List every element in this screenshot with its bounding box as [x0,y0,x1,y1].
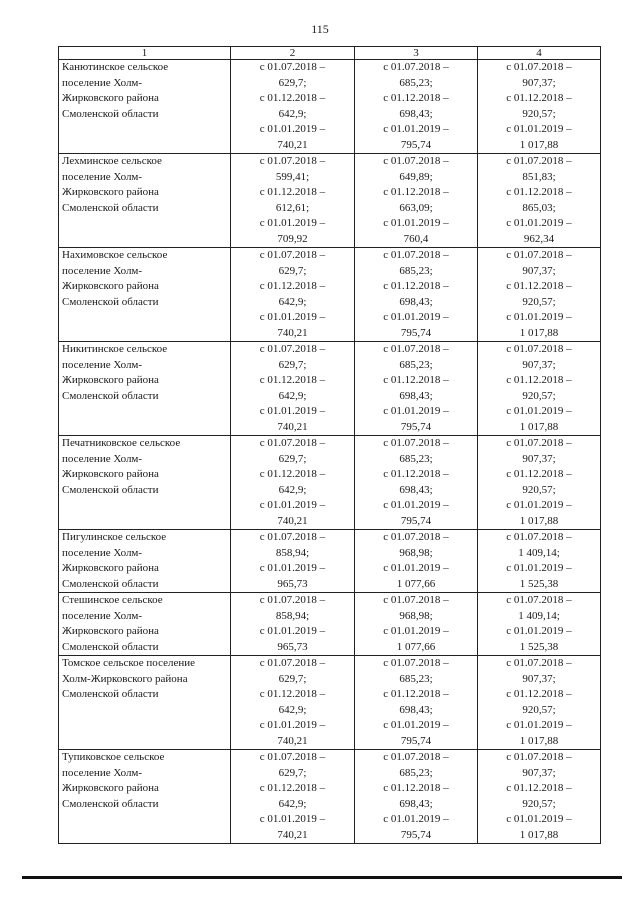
tariff-line: 599,41; [275,170,310,183]
tariff-line: с 01.07.2018 – [383,531,449,543]
tariff-line: 907,37; [522,452,556,465]
tariff-line: с 01.12.2018 – [259,374,326,386]
tariff-line: с 01.07.2018 – [383,155,449,167]
settlement-name-line: Смоленской области [62,577,159,590]
tariff-line: 685,23; [399,452,433,465]
tariff-col3-cell [355,593,478,656]
tariff-line: с 01.12.2018 – [506,468,572,480]
settlement-name-line: Смоленской области [62,295,159,308]
tariff-line: с 01.01.2019 – [259,499,326,511]
settlement-name-line: поселение Холм- [62,358,143,371]
tariff-line: 907,37; [522,766,556,779]
tariff-line: с 01.01.2019 – [506,719,572,731]
tariff-line: с 01.01.2019 – [383,719,449,731]
settlement-name-cell [59,60,231,154]
tariff-line: с 01.07.2018 – [506,61,572,73]
settlement-name-line: Канютинское сельское [62,61,169,73]
tariff-line: с 01.12.2018 – [259,92,326,104]
settlement-name-line: Смоленской области [62,389,159,402]
tariff-line: с 01.01.2019 – [383,562,449,574]
tariff-line: 629,7; [278,264,307,277]
settlement-name-cell [59,248,231,342]
tariff-line: 698,43; [399,483,433,496]
table-header-row [59,47,601,60]
tariff-line: с 01.07.2018 – [259,594,326,606]
tariff-line: с 01.07.2018 – [259,531,326,543]
header-col-2: 2 [231,47,355,60]
tariff-col2-cell [231,436,355,530]
table-row [59,436,601,530]
tariff-line: 740,21 [277,420,308,433]
tariff-line: с 01.01.2019 – [506,217,572,229]
tariff-line: 709,92 [277,232,308,245]
settlement-name-line: поселение Холм- [62,452,143,465]
tariff-line: с 01.12.2018 – [383,468,449,480]
tariff-line: 865,03; [522,201,556,214]
settlement-name-line: Никитинское сельское [62,343,168,355]
tariff-table [58,46,601,844]
tariff-line: с 01.01.2019 – [506,405,572,417]
tariff-line: с 01.01.2019 – [506,562,572,574]
tariff-line: с 01.01.2019 – [383,499,449,511]
settlement-name-line: Жирковского района [62,562,159,574]
settlement-name-line: Томское сельское поселение [62,657,196,669]
settlement-name-cell [59,342,231,436]
tariff-line: с 01.12.2018 – [506,782,572,794]
header-col-3: 3 [355,47,478,60]
tariff-line: 1 077,66 [396,640,436,653]
tariff-line: с 01.01.2019 – [383,625,449,637]
tariff-col3-cell [355,656,478,750]
tariff-line: с 01.07.2018 – [259,657,326,669]
tariff-line: 1 409,14; [518,546,560,559]
tariff-line: 642,9; [278,389,307,402]
tariff-line: с 01.07.2018 – [506,594,572,606]
settlement-name-line: Жирковского района [62,782,159,794]
tariff-line: 968,98; [399,609,433,622]
settlement-name-line: Холм-Жирковского района [62,672,188,685]
page-number: 115 [311,22,329,36]
settlement-name-line: Лехминское сельское [62,155,162,167]
tariff-line: 698,43; [399,295,433,308]
tariff-line: с 01.07.2018 – [259,343,326,355]
tariff-line: 965,73 [277,577,308,590]
tariff-line: с 01.07.2018 – [259,437,326,449]
tariff-line: с 01.01.2019 – [506,123,572,135]
tariff-line: с 01.01.2019 – [259,311,326,323]
tariff-line: 965,73 [277,640,308,653]
tariff-col4-cell [478,530,601,593]
tariff-line: с 01.12.2018 – [506,280,572,292]
tariff-col3-cell [355,436,478,530]
tariff-line: с 01.12.2018 – [259,280,326,292]
tariff-col2-cell [231,656,355,750]
tariff-col4-cell [478,342,601,436]
settlement-name-cell [59,530,231,593]
tariff-line: 920,57; [522,483,556,496]
tariff-line: с 01.12.2018 – [506,688,572,700]
table-row [59,154,601,248]
table-row [59,750,601,844]
tariff-line: с 01.07.2018 – [506,249,572,261]
settlement-name-cell [59,750,231,844]
tariff-line: 1 017,88 [519,138,559,151]
tariff-col2-cell [231,750,355,844]
tariff-line: 920,57; [522,703,556,716]
settlement-name-line: Жирковского района [62,374,159,386]
settlement-name-cell [59,593,231,656]
tariff-line: с 01.01.2019 – [383,123,449,135]
tariff-line: 1 077,66 [396,577,436,590]
tariff-col3-cell [355,750,478,844]
tariff-line: с 01.01.2019 – [259,625,326,637]
settlement-name-line: Смоленской области [62,688,159,700]
tariff-line: с 01.07.2018 – [383,657,449,669]
tariff-line: 1 017,88 [519,420,559,433]
tariff-col4-cell [478,656,601,750]
settlement-name-line: Стешинское сельское [62,594,163,606]
tariff-line: 642,9; [278,797,307,810]
settlement-name-line: Смоленской области [62,797,159,810]
tariff-line: с 01.07.2018 – [259,155,326,167]
tariff-line: 1 017,88 [519,326,559,339]
tariff-line: с 01.01.2019 – [383,813,449,825]
tariff-col4-cell [478,154,601,248]
tariff-line: 685,23; [399,672,433,685]
tariff-line: с 01.07.2018 – [259,751,326,763]
tariff-line: 795,74 [400,326,432,339]
tariff-line: 1 017,88 [519,734,559,747]
settlement-name-line: Смоленской области [62,201,159,214]
tariff-line: с 01.07.2018 – [506,751,572,763]
header-col-4: 4 [478,47,601,60]
tariff-line: с 01.12.2018 – [383,782,449,794]
tariff-line: 795,74 [400,734,432,747]
tariff-line: с 01.01.2019 – [259,123,326,135]
tariff-line: 629,7; [278,358,307,371]
tariff-line: с 01.01.2019 – [259,719,326,731]
tariff-line: 968,98; [399,546,433,559]
tariff-col4-cell [478,436,601,530]
tariff-col4-cell [478,60,601,154]
tariff-line: с 01.12.2018 – [506,374,572,386]
header-col-1: 1 [59,47,231,60]
tariff-line: с 01.01.2019 – [506,813,572,825]
tariff-line: с 01.07.2018 – [259,249,326,261]
settlement-name-line: Жирковского района [62,92,159,104]
tariff-line: с 01.07.2018 – [506,531,572,543]
tariff-line: 685,23; [399,358,433,371]
tariff-line: 649,89; [399,170,433,183]
settlement-name-line: Нахимовское сельское [62,249,168,261]
settlement-name-cell [59,656,231,750]
settlement-name-line: Смоленской области [62,640,159,653]
tariff-col2-cell [231,248,355,342]
settlement-name-line: Жирковского района [62,468,159,480]
tariff-line: 962,34 [523,232,555,245]
tariff-line: 612,61; [275,201,310,214]
tariff-line: с 01.01.2019 – [259,405,326,417]
tariff-col3-cell [355,154,478,248]
tariff-line: 642,9; [278,703,307,716]
tariff-line: с 01.07.2018 – [383,594,449,606]
tariff-col2-cell [231,530,355,593]
tariff-col3-cell [355,248,478,342]
settlement-name-line: Смоленской области [62,483,159,496]
tariff-line: 698,43; [399,797,433,810]
tariff-line: 1 017,88 [519,828,559,841]
tariff-line: 920,57; [522,295,556,308]
tariff-line: 907,37; [522,672,556,685]
tariff-line: 795,74 [400,828,432,841]
tariff-line: с 01.12.2018 – [259,468,326,480]
tariff-col2-cell [231,593,355,656]
tariff-line: с 01.01.2019 – [383,217,449,229]
settlement-name-line: Тупиковское сельское [62,751,165,763]
tariff-line: с 01.01.2019 – [506,311,572,323]
table-row [59,60,601,154]
tariff-line: 907,37; [522,358,556,371]
tariff-line: с 01.12.2018 – [506,92,572,104]
tariff-line: 920,57; [522,107,556,120]
tariff-line: 740,21 [277,514,308,527]
tariff-line: с 01.07.2018 – [383,751,449,763]
tariff-col4-cell [478,750,601,844]
tariff-line: 642,9; [278,483,307,496]
tariff-line: 685,23; [399,264,433,277]
tariff-line: с 01.07.2018 – [383,249,449,261]
tariff-line: 642,9; [278,295,307,308]
settlement-name-line: поселение Холм- [62,264,143,277]
tariff-line: с 01.01.2019 – [506,499,572,511]
settlement-name-line: поселение Холм- [62,170,143,183]
settlement-name-line: Печатниковское сельское [62,437,181,449]
tariff-line: 629,7; [278,452,307,465]
tariff-line: 685,23; [399,76,433,89]
tariff-line: с 01.07.2018 – [383,437,449,449]
tariff-col3-cell [355,530,478,593]
settlement-name-cell [59,436,231,530]
tariff-line: с 01.12.2018 – [383,186,449,198]
tariff-line: 1 525,38 [519,577,559,590]
settlement-name-line: Жирковского района [62,625,159,637]
tariff-line: 1 525,38 [519,640,559,653]
tariff-line: 740,21 [277,828,308,841]
tariff-col4-cell [478,593,601,656]
bottom-divider [22,876,622,879]
tariff-line: 907,37; [522,264,556,277]
tariff-line: с 01.07.2018 – [506,155,572,167]
settlement-name-cell [59,154,231,248]
tariff-line: 740,21 [277,326,308,339]
tariff-line: с 01.12.2018 – [383,688,449,700]
tariff-line: 858,94; [275,546,310,559]
tariff-line: с 01.12.2018 – [259,782,326,794]
tariff-line: 685,23; [399,766,433,779]
settlement-name-line: поселение Холм- [62,766,143,779]
tariff-line: 760,4 [403,232,429,245]
tariff-line: с 01.12.2018 – [383,280,449,292]
tariff-line: 698,43; [399,389,433,402]
settlement-name-line: Смоленской области [62,107,159,120]
table-row [59,248,601,342]
table-row [59,593,601,656]
settlement-name-line: поселение Холм- [62,609,143,622]
tariff-col2-cell [231,342,355,436]
tariff-line: с 01.07.2018 – [506,343,572,355]
table-row [59,530,601,593]
table-body [59,60,601,844]
tariff-line: с 01.07.2018 – [506,657,572,669]
tariff-line: 740,21 [277,734,308,747]
tariff-line: с 01.12.2018 – [506,186,572,198]
tariff-line: с 01.01.2019 – [259,562,326,574]
tariff-line: 920,57; [522,797,556,810]
settlement-name-line: поселение Холм- [62,546,143,559]
settlement-name-line: Жирковского района [62,186,159,198]
tariff-line: с 01.12.2018 – [259,186,326,198]
tariff-line: 851,83; [522,170,556,183]
settlement-name-line: Пигулинское сельское [62,531,167,543]
tariff-line: 795,74 [400,138,432,151]
tariff-line: 698,43; [399,703,433,716]
tariff-col2-cell [231,154,355,248]
tariff-line: 1 409,14; [518,609,560,622]
settlement-name-line: поселение Холм- [62,76,143,89]
tariff-line: с 01.01.2019 – [383,405,449,417]
tariff-line: с 01.12.2018 – [259,688,326,700]
tariff-line: 920,57; [522,389,556,402]
tariff-line: 629,7; [278,672,307,685]
tariff-line: 907,37; [522,76,556,89]
tariff-line: с 01.01.2019 – [259,813,326,825]
tariff-line: с 01.12.2018 – [383,374,449,386]
tariff-line: 698,43; [399,107,433,120]
tariff-line: с 01.01.2019 – [383,311,449,323]
tariff-line: 740,21 [277,138,308,151]
tariff-line: с 01.07.2018 – [383,61,449,73]
tariff-line: с 01.07.2018 – [259,61,326,73]
table-row [59,656,601,750]
tariff-line: 795,74 [400,514,432,527]
tariff-col3-cell [355,60,478,154]
tariff-line: с 01.01.2019 – [259,217,326,229]
tariff-line: с 01.07.2018 – [506,437,572,449]
tariff-line: с 01.01.2019 – [506,625,572,637]
tariff-col2-cell [231,60,355,154]
tariff-col3-cell [355,342,478,436]
settlement-name-line: Жирковского района [62,280,159,292]
tariff-line: 629,7; [278,766,307,779]
tariff-line: 795,74 [400,420,432,433]
tariff-line: 858,94; [275,609,310,622]
tariff-line: с 01.12.2018 – [383,92,449,104]
table-row [59,342,601,436]
tariff-line: 663,09; [399,201,433,214]
tariff-line: с 01.07.2018 – [383,343,449,355]
tariff-col4-cell [478,248,601,342]
tariff-line: 1 017,88 [519,514,559,527]
tariff-line: 642,9; [278,107,307,120]
tariff-line: 629,7; [278,76,307,89]
